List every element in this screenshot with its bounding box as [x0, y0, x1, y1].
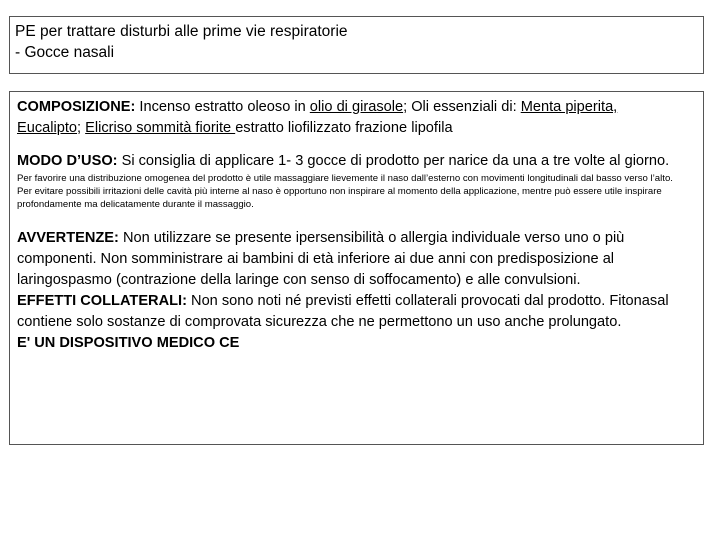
usage-note-1: Per favorire una distribuzione omogenea del prodotto è utile massaggiare lievemente il naso dall’esterno con movimenti longitudinali dal basso verso l’alto. [17, 173, 673, 184]
usage-note-2: Per evitare possibili irritazioni delle cavità più interne al naso è opportuno non inspirare al momento della applicazione, mentre può essere utile inspirare profondamente ma delicatamente durante il massaggio. [17, 186, 662, 210]
medical-device-notice: E' UN DISPOSITIVO MEDICO CE [17, 335, 240, 351]
composition-peppermint: Menta piperita, [520, 99, 618, 115]
composition-text-1: Incenso estratto oleoso in [135, 99, 310, 115]
warnings-section [17, 228, 696, 291]
composition-helichrysum: Elicriso sommità fiorite [85, 120, 236, 136]
warnings-label: AVVERTENZE: [17, 230, 119, 246]
composition-section [17, 97, 696, 139]
side-effects-label: EFFETTI COLLATERALI: [17, 293, 187, 309]
side-effects-text: Non sono noti né previsti effetti collaterali provocati dal prodotto. Fitonasal contiene solo sostanze di comprovata sicurezza che ne permettono un uso anche prolungato. [17, 293, 669, 330]
title-line-1: PE per trattare disturbi alle prime vie respiratorie [15, 23, 348, 40]
composition-eucalyptus: Eucalipto [17, 120, 78, 136]
composition-text-2: ; Oli essenziali di: [403, 99, 521, 115]
warnings-text: Non utilizzare se presente ipersensibilità o allergia individuale verso uno o più componenti. Non somministrare ai bambini di età inferiore ai due anni con predisposizione al laringospasmo (contrazione della laringe con senso di soffocamento) e alle convulsioni. [17, 230, 625, 288]
composition-sunflower-oil: olio di girasole [309, 99, 404, 115]
title-line-2: - Gocce nasali [15, 44, 115, 61]
usage-label: MODO D’USO: [17, 153, 118, 169]
product-info-box [9, 91, 704, 445]
usage-text: Si consiglia di applicare 1- 3 gocce di prodotto per narice da una a tre volte al giorno. [117, 153, 670, 169]
side-effects-section [17, 291, 696, 333]
composition-label: COMPOSIZIONE: [17, 99, 136, 115]
title-box [9, 16, 704, 74]
composition-text-4: estratto liofilizzato frazione lipofila [235, 120, 453, 136]
composition-text-3: ; [77, 120, 86, 136]
usage-section [17, 151, 696, 172]
